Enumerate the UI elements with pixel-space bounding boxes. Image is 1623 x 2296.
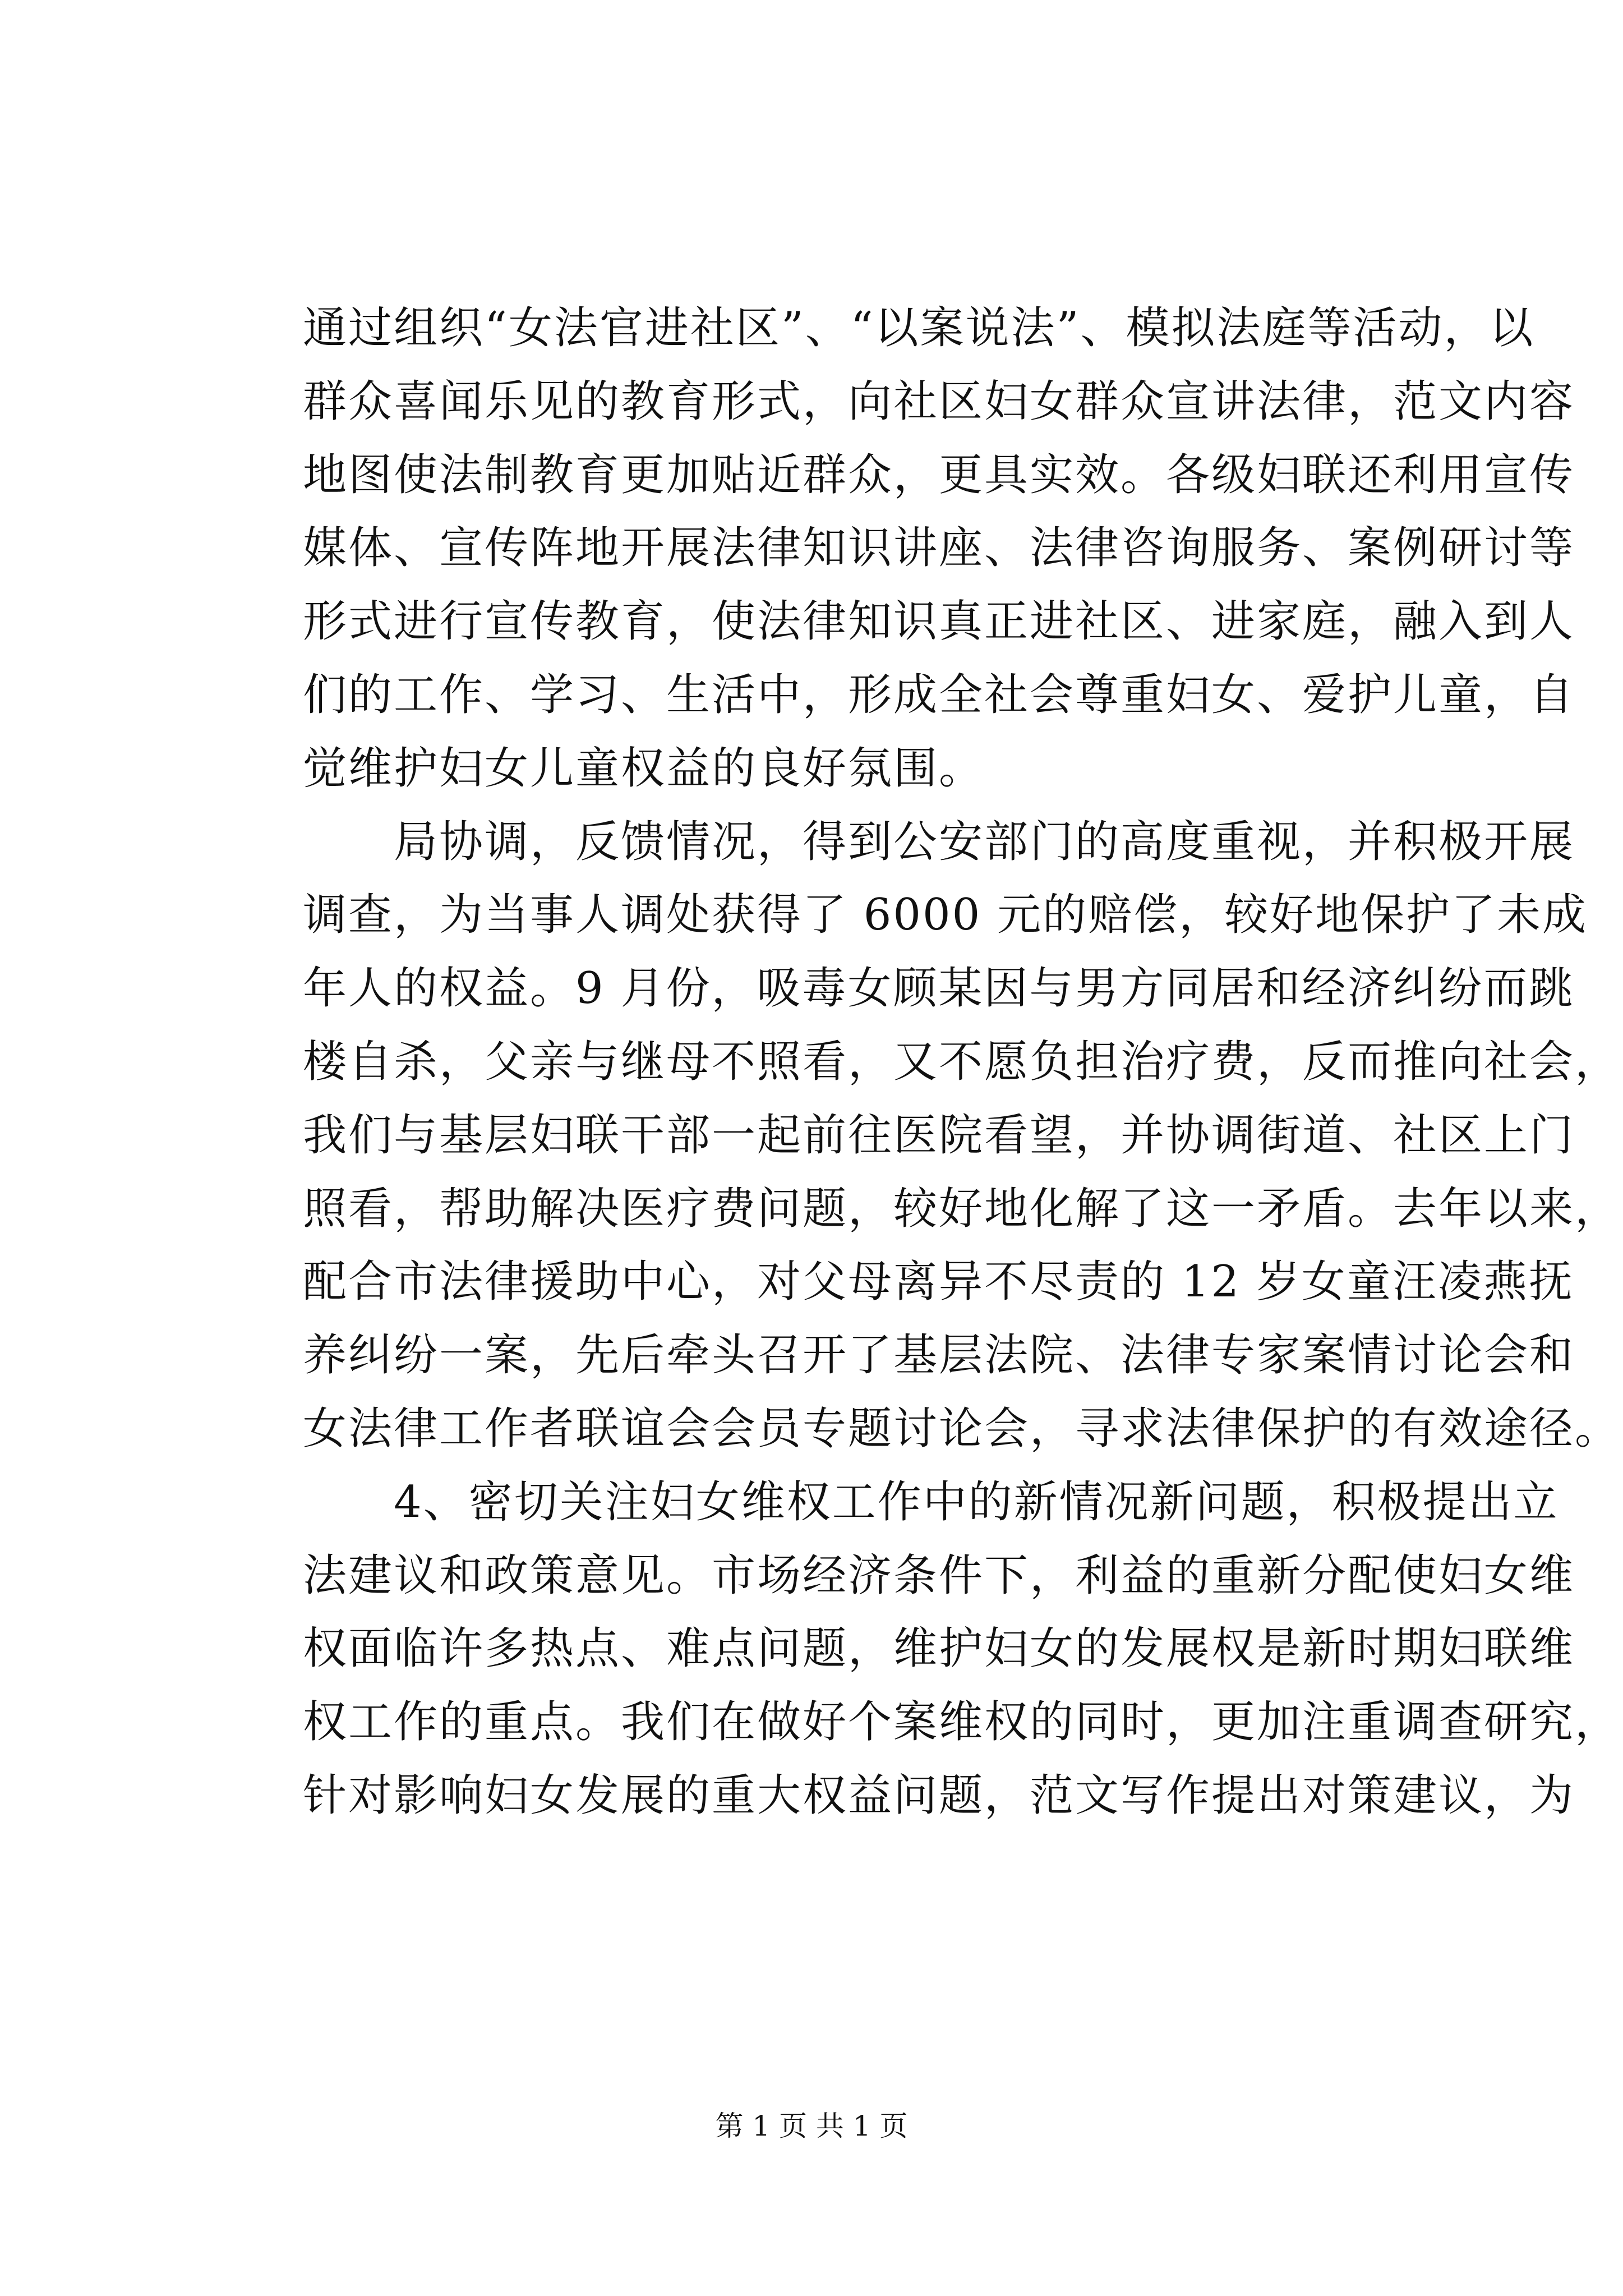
text-line: 觉维护妇女儿童权益的良好氛围。: [303, 743, 985, 794]
text-line: 通过组织“女法官进社区”、“以案说法”、模拟法庭等活动，以: [303, 303, 1535, 353]
text-line: 养纠纷一案，先后牵头召开了基层法院、法律专家案情讨论会和: [303, 1330, 1575, 1381]
body-text: [303, 292, 1621, 1833]
text-line: 局协调，反馈情况，得到公安部门的高度重视，并积极开展: [303, 816, 1575, 867]
text-line: 调查，为当事人调处获得了 6000 元的赔偿，较好地保护了未成: [303, 890, 1588, 941]
text-line: 我们与基层妇联干部一起前往医院看望，并协调街道、社区上门: [303, 1110, 1575, 1161]
text-line: 权面临许多热点、难点问题，维护妇女的发展权是新时期妇联维: [303, 1623, 1575, 1674]
text-line: 权工作的重点。我们在做好个案维权的同时，更加注重调查研究，: [303, 1697, 1621, 1748]
text-line: 群众喜闻乐见的教育形式，向社区妇女群众宣讲法律，范文内容: [303, 376, 1575, 427]
text-line: 形式进行宣传教育，使法律知识真正进社区、进家庭，融入到人: [303, 596, 1575, 647]
text-line: 们的工作、学习、生活中，形成全社会尊重妇女、爱护儿童，自: [303, 669, 1575, 720]
text-line: 地图使法制教育更加贴近群众，更具实效。各级妇联还利用宣传: [303, 449, 1575, 500]
text-line: 年人的权益。9 月份，吸毒女顾某因与男方同居和经济纠纷而跳: [303, 963, 1575, 1014]
page-number-footer: 第 1 页 共 1 页: [715, 2110, 908, 2142]
text-line: 照看，帮助解决医疗费问题，较好地化解了这一矛盾。去年以来，: [303, 1183, 1621, 1234]
text-line: 针对影响妇女发展的重大权益问题，范文写作提出对策建议，为: [303, 1770, 1575, 1821]
text-line: 法建议和政策意见。市场经济条件下，利益的重新分配使妇女维: [303, 1550, 1575, 1601]
text-line: 4、密切关注妇女维权工作中的新情况新问题，积极提出立: [303, 1476, 1559, 1527]
text-line: 楼自杀，父亲与继母不照看，又不愿负担治疗费，反而推向社会，: [303, 1036, 1621, 1087]
text-line: 女法律工作者联谊会会员专题讨论会，寻求法律保护的有效途径。: [303, 1403, 1621, 1454]
text-line: 配合市法律援助中心，对父母离异不尽责的 12 岁女童汪凌燕抚: [303, 1257, 1574, 1308]
text-line: 媒体、宣传阵地开展法律知识讲座、法律咨询服务、案例研讨等: [303, 523, 1575, 574]
